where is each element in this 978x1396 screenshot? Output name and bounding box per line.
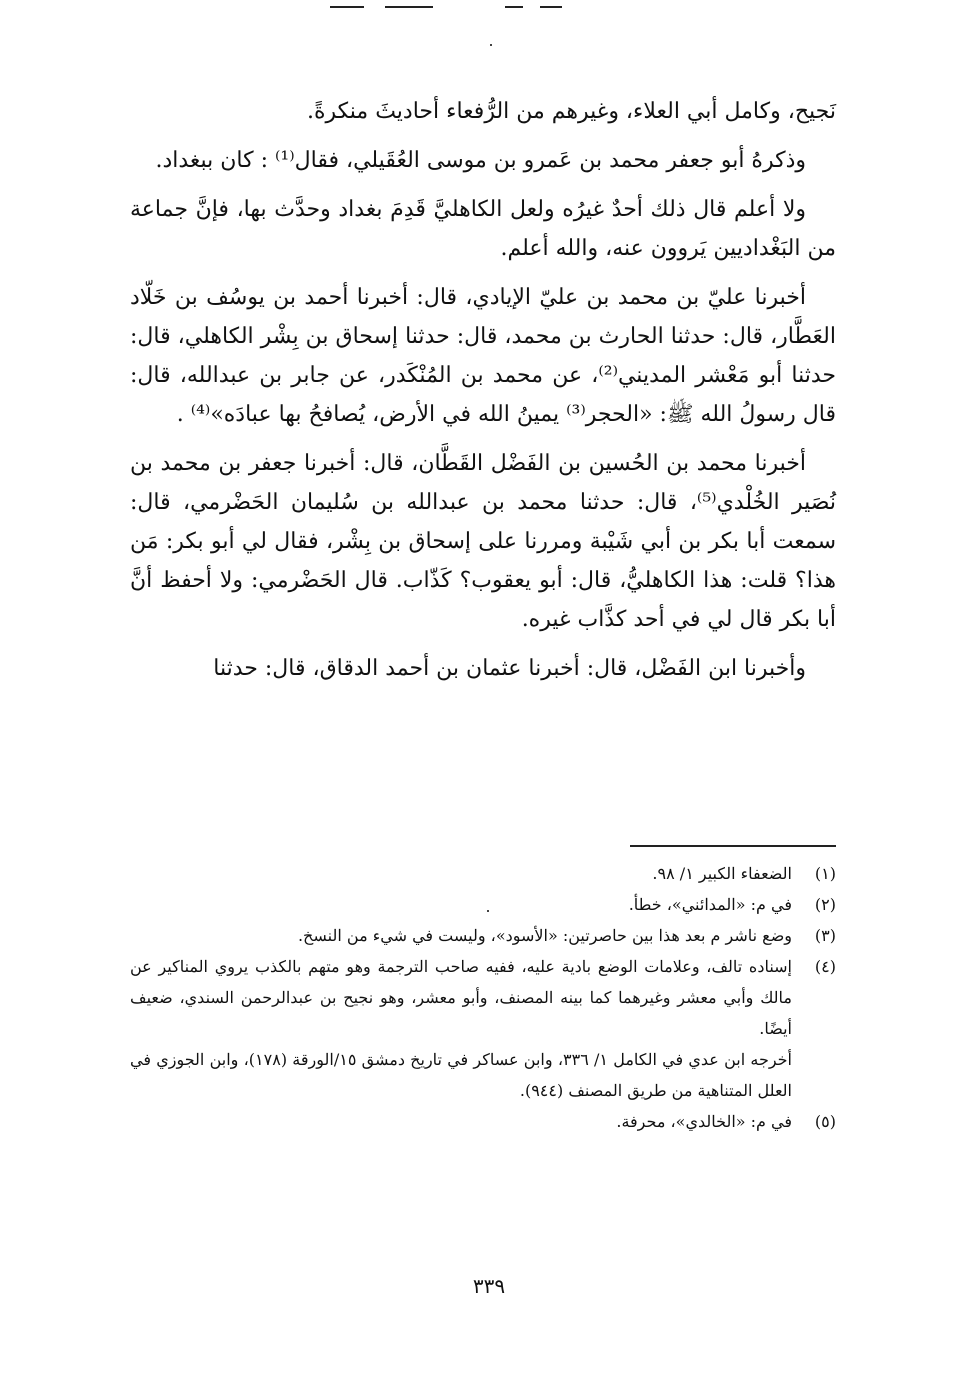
footnote-separator [630, 845, 836, 847]
footnote-text: وضع ناشر م بعد هذا بين حاصرتين: «الأسود»، وليست في شيء من النسخ. [297, 926, 792, 945]
page-number: ٣٣٩ [472, 1274, 506, 1298]
body-paragraph: أخبرنا محمد بن الحُسين بن الفَضْل القَطَّان، قال: أخبرنا جعفر بن محمد بن نُصَير الخُلْدي⁽⁵⁾، قال: حدثنا محمد بن عبدالله بن سُليمان الحَضْرمي، قال: سمعت أبا بكر بن أبي شَيْبة ومررنا على إسحاق بن بِشْر، فقال لي أبو بكر: مَن هذا؟ قلت: هذا الكاهليُّ، قال: أبو يعقوب؟ كَذّاب. قال الحَضْرمي: ولا أحفظ أنَّ أبا بكر قال لي في أحد كذَّاب غيره. [130, 451, 836, 632]
body-paragraph: ولا أعلم قال ذلك أحدٌ غيرُه ولعل الكاهليَّ قَدِمَ بغداد وحدَّث بها، فإنَّ جماعة من البَغْداديين يَروون عنه، والله أعلم. [130, 197, 836, 261]
body-paragraph: وذكرهُ أبو جعفر محمد بن عَمرو بن موسى العُقَيلي، فقال⁽¹⁾ : كان ببغداد. [155, 148, 806, 173]
body-paragraph: نَجيح، وكامل أبي العلاء، وغيرهم من الرُّفعاء أحاديثَ منكرةً. [306, 99, 836, 124]
footnote-number: (٣) [814, 926, 836, 945]
footnote [130, 889, 836, 920]
footnote [130, 951, 836, 1044]
top-edge-mark [330, 6, 364, 8]
body-paragraph: أخبرنا عليّ بن محمد بن عليّ الإيادي، قال: أخبرنا أحمد بن يوسُف بن خَلّاد العَطَّار، قال: حدثنا الحارث بن محمد، قال: حدثنا إسحاق بن بِشْر الكاهلي، قال: حدثنا أبو مَعْشر المديني⁽²⁾، عن محمد بن المُنْكَدر، عن جابر بن عبدالله، قال: قال رسولُ الله ﷺ: «الحجر⁽³⁾ يمينُ الله في الأرض، يُصافحُ بها عبادَه»⁽⁴⁾ . [130, 285, 836, 427]
main-text [130, 92, 836, 698]
body-paragraph: وأخبرنا ابن الفَضْل، قال: أخبرنا عثمان بن أحمد الدقاق، قال: حدثنا [213, 656, 806, 681]
footnote-number: (١) [814, 864, 836, 883]
footnote-number: (٤) [814, 957, 836, 976]
top-edge-mark [505, 6, 523, 8]
footnote-number: (٢) [814, 895, 836, 914]
footnote [130, 920, 836, 951]
footnote-text: إسناده تالف، وعلامات الوضع بادية عليه، ففيه صاحب الترجمة وهو متهم بالكذب يروي المناكير عن مالك وأبي معشر وغيرهما كما بينه المصنف، وأبو معشر، وهو نجيح بن عبدالرحمن السندي، ضعيف أيضًا. [130, 957, 792, 1038]
footnotes [130, 858, 836, 1137]
top-edge-mark [540, 6, 562, 8]
top-edge-mark [385, 6, 433, 8]
footnote [130, 858, 836, 889]
footnote-text: الضعفاء الكبير ١/ ٩٨. [652, 864, 792, 883]
footnote-text: في م: «المدائني»، خطأ. [628, 895, 792, 914]
footnote-continuation: أخرجه ابن عدي في الكامل ١/ ٣٣٦، وابن عساكر في تاريخ دمشق ١٥/الورقة (١٧٨)، وابن الجوزي في العلل المتناهية من طريق المصنف (٩٤٤). [130, 1050, 793, 1100]
footnote-text: في م: «الخالدي»، محرفة. [616, 1112, 792, 1131]
footnote [130, 1106, 836, 1137]
footnote-number: (٥) [814, 1112, 836, 1131]
scan-speck [490, 44, 492, 46]
